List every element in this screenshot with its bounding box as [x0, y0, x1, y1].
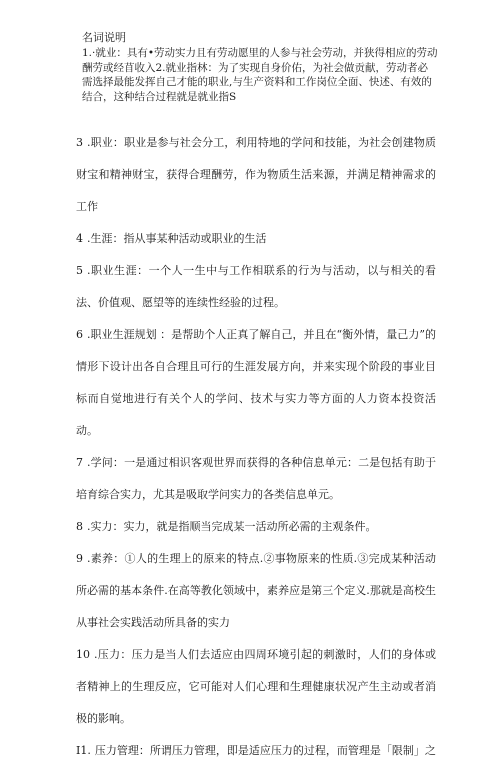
term-entry-10 — [76, 639, 436, 735]
term-text: .素养：①人的生理上的原来的特点.②事物原来的性质.③完成某种活动所必需的基本条件.在高等教化领域中，素养应是第三个定义.那就是高校生从事社会实践活动所具备的实力 — [76, 552, 436, 629]
term-text: .生涯：指从事某种活动或职业的生活 — [87, 232, 267, 245]
term-text: .实力：实力，就是指顺当完成某一活动所必需的主观条件。 — [87, 520, 377, 533]
term-text: 压力管理：所谓压力管理，即是适应压力的过程，而管理是「限制」之 — [94, 744, 436, 757]
term-entry-7 — [76, 447, 436, 511]
term-number: 6 — [76, 328, 83, 341]
term-entry-4 — [76, 223, 436, 255]
term-number: 10 — [76, 648, 90, 661]
term-number: 7 — [76, 456, 83, 469]
term-list — [76, 127, 436, 767]
term-entry-8 — [76, 511, 436, 543]
term-text: .职业：职业是参与社会分工，利用特地的学问和技能，为社会创建物质财宝和精神财宝，获得合理酬劳，作为物质生活来源，并满足精神需求的工作 — [76, 136, 436, 213]
term-number: I1. — [76, 744, 91, 757]
term-entry-3 — [76, 127, 436, 223]
term-entry-6 — [76, 319, 436, 447]
dense-paragraph-block — [82, 46, 438, 104]
term-number: 4 — [76, 232, 83, 245]
term-entry-11 — [76, 735, 436, 767]
term-number: 3 — [76, 136, 83, 149]
term-entry-5 — [76, 255, 436, 319]
term-text: .职业生涯规划 ：是帮助个人正真了解自己，并且在“衡外情，量己力”的情形下设计出各自合理且可行的生涯发展方向，并来实现个阶段的事业目标而自觉地进行有关个人的学问、技术与实力等方面的人力资本投资活动。 — [76, 328, 436, 437]
section-heading: 名词说明 — [82, 31, 126, 44]
term-text: .压力：压力是当人们去适应由四周环境引起的刺激时，人们的身体或者精神上的生理反应，它可能对人们心理和生理健康状况产生主动或者消极的影响。 — [76, 648, 436, 725]
dense-paragraph: 1.·就业：具有•劳动实力且有劳动愿里的人参与社会劳动，并狭得相应的劳动酬劳或经苜收入2.就业指林：为了实现自身价佑，为社会做贡献，劳动者必需选择最能发挥自己才能的职业,与生产资料和工作岗位全面、快述、有效的结合，这种结合过程就是就业指S — [82, 47, 438, 103]
term-text: .学问：一是通过相识客观世界而获得的各种信息单元：二是包括有助于培育综合实力，尤其是吸取学问实力的各类信息单元。 — [76, 456, 436, 501]
term-number: 8 — [76, 520, 83, 533]
term-number: 9 — [76, 552, 83, 565]
term-text: .职业生涯：一个人一生中与工作相联系的行为与活动，以与相关的看法、价值观、愿望等的连续性经验的过程。 — [76, 264, 436, 309]
term-number: 5 — [76, 264, 83, 277]
term-entry-9 — [76, 543, 436, 639]
